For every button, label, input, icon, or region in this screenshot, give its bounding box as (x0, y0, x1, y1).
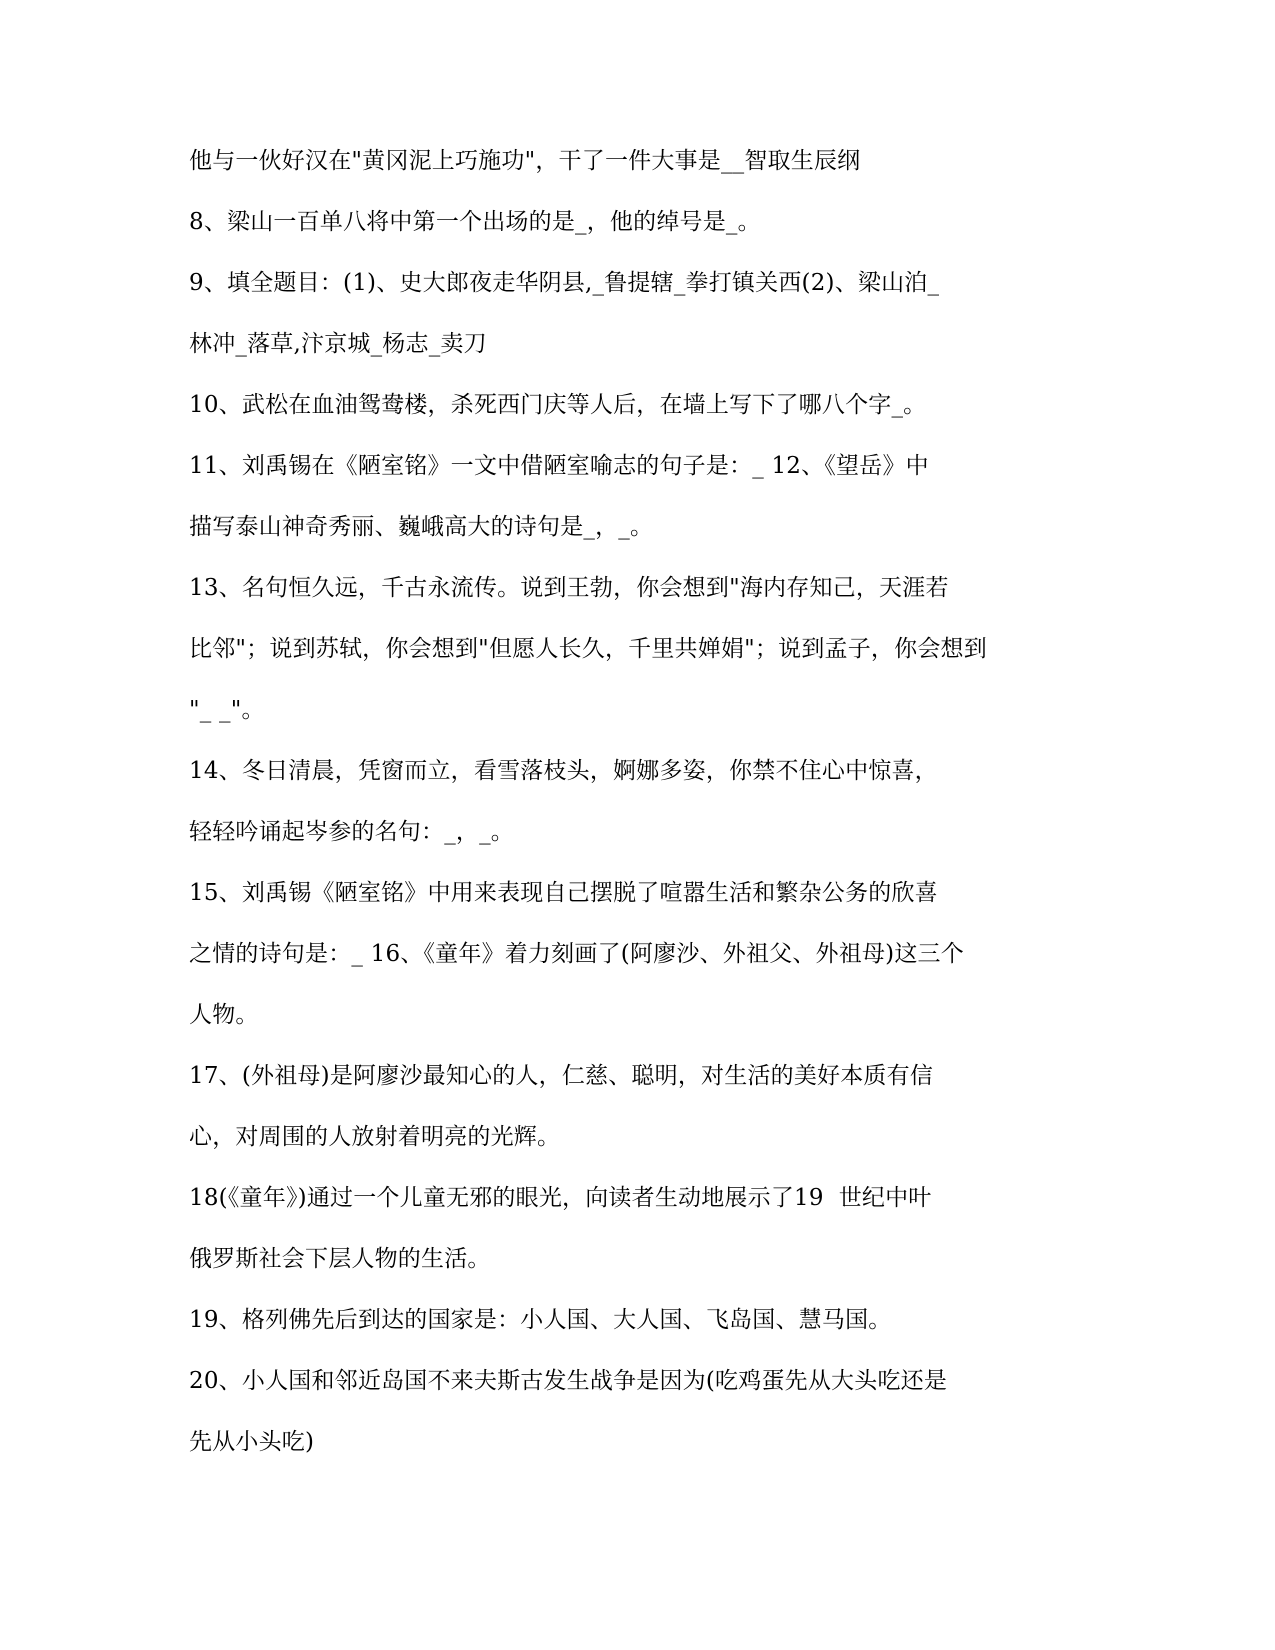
text-line: 俄罗斯社会下层人物的生活。 (189, 1246, 491, 1272)
text-line: 15、刘禹锡《陋室铭》中用来表现自己摆脱了喧嚣生活和繁杂公务的欣喜 (189, 880, 938, 906)
text-line: 9、填全题目：(1)、史大郎夜走华阴县,_鲁提辖_拳打镇关西(2)、梁山泊_ (189, 270, 940, 296)
document-body (189, 145, 1089, 1487)
text-line: 10、武松在血油鸳鸯楼，杀死西门庆等人后，在墙上写下了哪八个字_。 (189, 392, 927, 418)
text-line: "_ _"。 (189, 697, 265, 723)
text-line: 描写泰山神奇秀丽、巍峨高大的诗句是_，_。 (189, 514, 654, 540)
text-line: 18(《童年》)通过一个儿童无邪的眼光，向读者生动地展示了19 世纪中叶 (189, 1185, 932, 1211)
text-line: 之情的诗句是：_ 16、《童年》着力刻画了(阿廖沙、外祖父、外祖母)这三个 (189, 941, 964, 967)
text-line: 14、冬日清晨，凭窗而立，看雪落枝头，婀娜多姿，你禁不住心中惊喜， (189, 758, 938, 784)
text-line: 他与一伙好汉在"黄冈泥上巧施功"，干了一件大事是__智取生辰纲 (189, 148, 861, 174)
text-line: 比邻"；说到苏轼，你会想到"但愿人长久，千里共婵娟"；说到孟子，你会想到 (189, 636, 987, 662)
text-line: 13、名句恒久远，千古永流传。说到王勃，你会想到"海内存知己，天涯若 (189, 575, 949, 601)
text-line: 17、(外祖母)是阿廖沙最知心的人，仁慈、聪明，对生活的美好本质有信 (189, 1063, 934, 1089)
text-line: 人物。 (189, 1002, 259, 1028)
text-line: 心，对周围的人放射着明亮的光辉。 (189, 1124, 561, 1150)
text-line: 11、刘禹锡在《陋室铭》一文中借陋室喻志的句子是：_ 12、《望岳》中 (189, 453, 929, 479)
text-line: 20、小人国和邻近岛国不来夫斯古发生战争是因为(吃鸡蛋先从大头吃还是 (189, 1368, 948, 1394)
text-line: 先从小头吃) (189, 1429, 315, 1455)
text-line: 林冲_落草,汴京城_杨志_卖刀 (189, 331, 487, 357)
text-line: 19、格列佛先后到达的国家是：小人国、大人国、飞岛国、慧马国。 (189, 1307, 892, 1333)
text-line: 8、梁山一百单八将中第一个出场的是_，他的绰号是_。 (189, 209, 761, 235)
text-line: 轻轻吟诵起岑参的名句：_，_。 (189, 819, 514, 845)
